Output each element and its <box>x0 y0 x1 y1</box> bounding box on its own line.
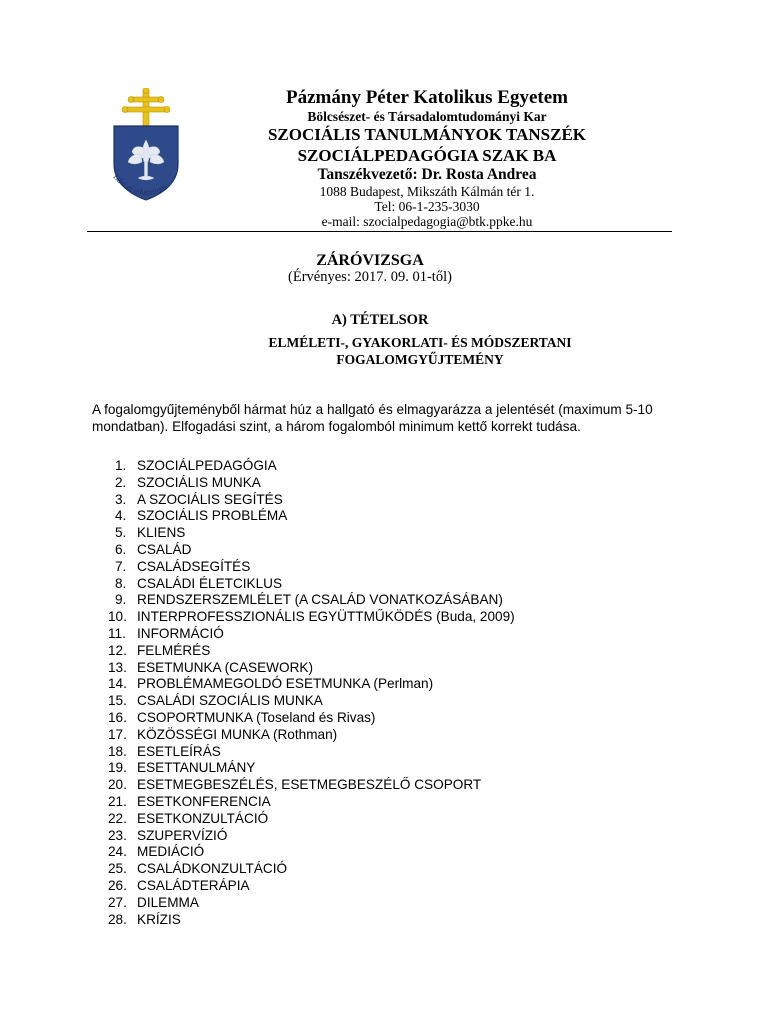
list-item-text: CSALÁDTERÁPIA <box>137 877 250 893</box>
list-item-number: 28. <box>108 911 127 927</box>
list-item-number: 5. <box>115 525 127 541</box>
list-item-text: SZOCIÁLIS MUNKA <box>137 474 261 490</box>
list-item <box>108 693 515 710</box>
list-item-number: 22. <box>108 810 127 826</box>
list-item-number: 9. <box>115 592 127 608</box>
list-item-number: 15. <box>108 693 127 709</box>
list-item-number: 1. <box>115 458 127 473</box>
concept-list <box>108 458 515 928</box>
list-item-number: 25. <box>108 861 127 877</box>
address: 1088 Budapest, Mikszáth Kálmán tér 1. <box>319 184 535 199</box>
header-divider <box>87 231 672 232</box>
list-item-number: 13. <box>108 659 127 675</box>
list-item <box>108 744 515 761</box>
phone: Tel: 06-1-235-3030 <box>374 199 480 214</box>
list-item-number: 16. <box>108 709 127 725</box>
list-item-number: 2. <box>115 474 127 490</box>
list-item <box>108 844 515 861</box>
list-item-text: CSALÁDSEGÍTÉS <box>137 558 251 574</box>
list-item <box>108 592 515 609</box>
program-name: SZOCIÁLPEDAGÓGIA SZAK BA <box>297 146 557 165</box>
list-item-text: CSALÁDI ÉLETCIKLUS <box>137 575 283 591</box>
list-item-text: MEDIÁCIÓ <box>137 844 205 860</box>
list-item <box>108 576 515 593</box>
list-item-text: DILEMMA <box>137 894 199 910</box>
list-item-text: KLIENS <box>137 525 186 541</box>
list-item-text: FELMÉRÉS <box>137 642 211 658</box>
list-item <box>108 492 515 509</box>
list-item-text: CSALÁD <box>137 541 192 557</box>
intro-paragraph <box>92 401 692 435</box>
list-item-text: PROBLÉMAMEGOLDÓ ESETMUNKA (Perlman) <box>137 676 434 692</box>
list-item-number: 17. <box>108 726 127 742</box>
list-item <box>108 861 515 878</box>
section-heading: A) TÉTELSOR <box>331 312 429 328</box>
list-item-number: 24. <box>108 844 127 860</box>
list-item-number: 21. <box>108 793 127 809</box>
list-item <box>108 828 515 845</box>
list-item-number: 8. <box>115 575 127 591</box>
logo-motto: fidei et educationi <box>111 171 169 198</box>
list-item <box>108 542 515 559</box>
list-item <box>108 760 515 777</box>
list-item-number: 7. <box>115 558 127 574</box>
list-item <box>108 811 515 828</box>
list-item <box>108 794 515 811</box>
list-item-number: 19. <box>108 760 127 776</box>
list-item-number: 27. <box>108 894 127 910</box>
list-item <box>108 525 515 542</box>
list-item <box>108 710 515 727</box>
list-item-number: 11. <box>108 625 126 641</box>
validity-date: (Érvényes: 2017. 09. 01-től) <box>288 269 452 285</box>
list-item <box>108 458 515 475</box>
intro-line-2: mondatban). Elfogadási szint, a három fogalomból minimum kettő korrekt tudása. <box>92 419 581 434</box>
list-item <box>108 626 515 643</box>
list-item-number: 3. <box>115 491 127 507</box>
list-item-text: KRÍZIS <box>137 911 181 927</box>
list-item-text: ESETMUNKA (CASEWORK) <box>137 659 313 675</box>
list-item-text: A SZOCIÁLIS SEGÍTÉS <box>137 491 283 507</box>
list-item-number: 14. <box>108 676 127 692</box>
list-item <box>108 508 515 525</box>
department-name: SZOCIÁLIS TANULMÁNYOK TANSZÉK <box>267 125 587 144</box>
list-item <box>108 895 515 912</box>
list-item-text: ESETMEGBESZÉLÉS, ESETMEGBESZÉLŐ CSOPORT <box>137 777 482 793</box>
list-item-number: 4. <box>115 508 127 524</box>
list-item-text: SZOCIÁLPEDAGÓGIA <box>137 458 277 473</box>
email: e-mail: szocialpedagogia@btk.ppke.hu <box>321 214 533 229</box>
list-item <box>108 777 515 794</box>
list-item-number: 18. <box>108 743 127 759</box>
list-item-text: INFORMÁCIÓ <box>137 625 224 641</box>
list-item-number: 6. <box>115 541 127 557</box>
list-item-text: SZOCIÁLIS PROBLÉMA <box>137 508 288 524</box>
list-item <box>108 660 515 677</box>
list-item-number: 12. <box>108 642 127 658</box>
list-item <box>108 878 515 895</box>
list-item <box>108 676 515 693</box>
list-item-number: 23. <box>108 827 127 843</box>
list-item <box>108 727 515 744</box>
list-item <box>108 912 515 929</box>
list-item-number: 26. <box>108 877 127 893</box>
list-item <box>108 475 515 492</box>
list-item-text: ESETKONFERENCIA <box>137 793 271 809</box>
list-item-text: RENDSZERSZEMLÉLET (A CSALÁD VONATKOZÁSÁBAN) <box>137 592 503 608</box>
list-item-text: CSALÁDI SZOCIÁLIS MUNKA <box>137 693 323 709</box>
exam-title: ZÁRÓVIZSGA <box>316 252 424 269</box>
list-item-text: INTERPROFESSZIONÁLIS EGYÜTTMŰKÖDÉS (Buda, 2009) <box>137 609 515 625</box>
subtitle-line-1: ELMÉLETI-, GYAKORLATI- ÉS MÓDSZERTANI <box>268 335 572 350</box>
list-item-text: ESETLEÍRÁS <box>137 743 221 759</box>
list-item <box>108 559 515 576</box>
department-head: Tanszékvezető: Dr. Rosta Andrea <box>317 166 537 183</box>
list-item-text: CSALÁDKONZULTÁCIÓ <box>137 861 288 877</box>
subtitle-line-2: FOGALOMGYŰJTEMÉNY <box>336 352 504 367</box>
university-crest-logo <box>104 88 188 204</box>
faculty-name: Bölcsészet- és Társadalomtudományi Kar <box>307 109 547 124</box>
list-item-text: ESETTANULMÁNY <box>137 760 256 776</box>
list-item-number: 10. <box>108 609 127 625</box>
list-item-number: 20. <box>108 777 127 793</box>
list-item-text: SZUPERVÍZIÓ <box>137 827 228 843</box>
list-item-text: KÖZÖSSÉGI MUNKA (Rothman) <box>137 726 338 742</box>
list-item-text: ESETKONZULTÁCIÓ <box>137 810 269 826</box>
university-name: Pázmány Péter Katolikus Egyetem <box>286 87 568 108</box>
list-item <box>108 643 515 660</box>
list-item <box>108 609 515 626</box>
intro-line-1: A fogalomgyűjteményből hármat húz a hallgató és elmagyarázza a jelentését (maximum 5-10 <box>92 402 653 417</box>
list-item-text: CSOPORTMUNKA (Toseland és Rivas) <box>137 709 376 725</box>
